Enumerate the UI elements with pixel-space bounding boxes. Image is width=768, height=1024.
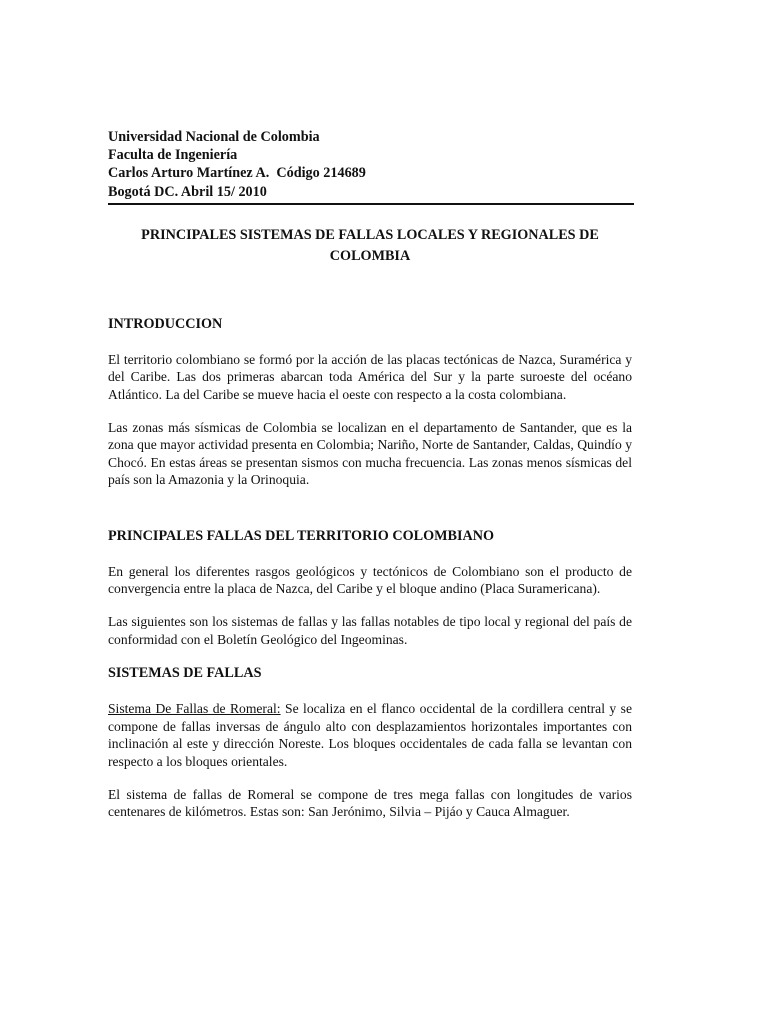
section-sistemas-de-fallas [108,664,632,820]
document-title: PRINCIPALES SISTEMAS DE FALLAS LOCALES Y REGIONALES DE COLOMBIA [141,226,599,264]
document-header [108,128,632,201]
header-place-date: Bogotá DC. Abril 15/ 2010 [108,183,267,200]
romeral-text: Se localiza en el flanco occidental de la cordillera central y se compone de fallas inversas de ángulo alto con desplazamientos horizontales importantes con inclinación al este y dirección Noreste. Los bloques occidentales de cada falla se levantan con respecto a los bloques orientales. [108,701,632,769]
heading-principales-fallas: PRINCIPALES FALLAS DEL TERRITORIO COLOMBIANO [108,527,495,544]
header-university: Universidad Nacional de Colombia [108,129,320,145]
heading-introduccion: INTRODUCCION [108,315,223,332]
paragraph-intro-1: El territorio colombiano se formó por la acción de las placas tectónicas de Nazca, Suramérica y del Caribe. Las dos primeras abarcan toda América del Sur y la parte suroeste del océano Atlántico. La del Caribe se mueve hacia el oeste con respecto a la costa colombiana. [108,351,632,402]
heading-sistemas-de-fallas: SISTEMAS DE FALLAS [108,665,262,682]
paragraph-romeral [108,700,632,770]
romeral-label: Sistema De Fallas de Romeral: [108,701,281,717]
document-page [108,128,632,837]
paragraph-fallas-2: Las siguientes son los sistemas de fallas y las fallas notables de tipo local y regional del país de conformidad con el Boletín Geológico del Ingeominas. [108,614,632,647]
paragraph-intro-2: Las zonas más sísmicas de Colombia se localizan en el departamento de Santander, que es la zona que mayor actividad presenta en Colombia; Nariño, Norte de Santander, Caldas, Quindío y Chocó. En estas áreas se presentan sismos con mucha frecuencia. Las zonas menos sísmicas del país son la Amazonia y la Orinoquia. [108,420,632,488]
header-divider [108,203,634,205]
section-principales-fallas [108,527,632,649]
section-introduccion [108,315,632,489]
header-faculty: Faculta de Ingeniería [108,147,238,164]
header-author: Carlos Arturo Martínez A. Código 214689 [108,165,366,182]
spacer [108,505,632,527]
paragraph-fallas-1: En general los diferentes rasgos geológicos y tectónicos de Colombiano son el producto de convergencia entre la placa de Nazca, del Caribe y el bloque andino (Placa Suramericana). [108,563,632,597]
paragraph-sistemas-2: El sistema de fallas de Romeral se compone de tres mega fallas con longitudes de varios centenares de kilómetros. Estas son: San Jerónimo, Silvia – Pijáo y Cauca Almaguer. [108,786,632,820]
